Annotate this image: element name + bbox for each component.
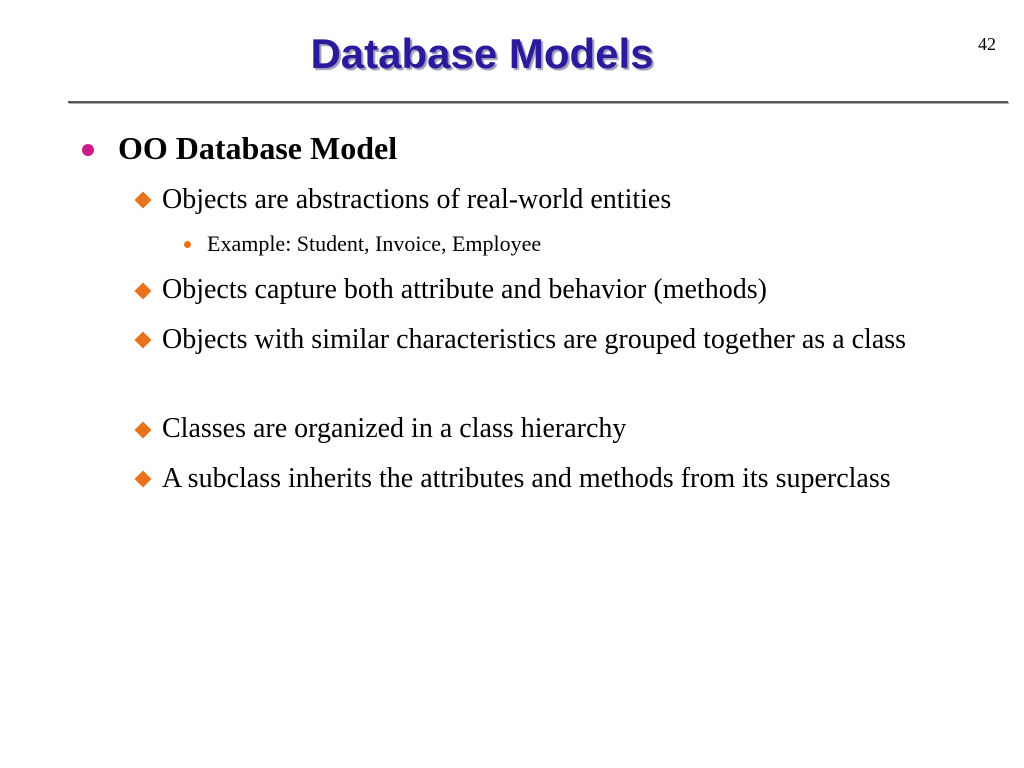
list-item: Objects capture both attribute and behavior (methods) (162, 274, 767, 305)
small-bullet-icon (184, 241, 191, 248)
heading-oo-database-model: OO Database Model (118, 130, 398, 166)
level1-bullet-icon (82, 144, 94, 156)
page-number: 42 (978, 34, 996, 54)
list-item: A subclass inherits the attributes and methods from its superclass (162, 463, 891, 494)
list-item: Objects are abstractions of real-world entities (162, 184, 672, 215)
diamond-bullet-icon (135, 422, 152, 439)
list-item: Classes are organized in a class hierarchy (162, 413, 627, 444)
diamond-bullet-icon (135, 283, 152, 300)
list-item: Objects with similar characteristics are grouped together as a class (162, 324, 907, 355)
list-item-example: Example: Student, Invoice, Employee (207, 231, 542, 256)
slide-title: Database Models (310, 30, 654, 77)
diamond-bullet-icon (135, 192, 152, 209)
diamond-bullet-icon (135, 471, 152, 488)
title-divider (68, 101, 1008, 103)
diamond-bullet-icon (135, 332, 152, 349)
